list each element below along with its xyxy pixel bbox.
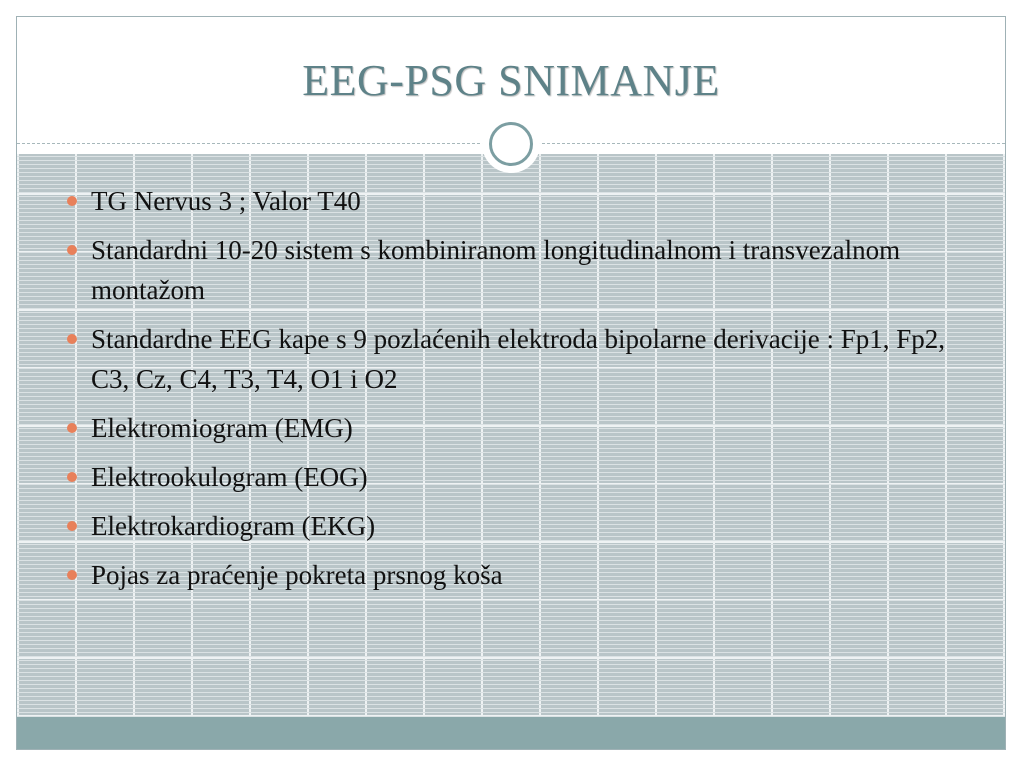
bullet-dot-icon [67, 472, 77, 482]
bullet-item [57, 408, 977, 448]
bullet-list [57, 181, 977, 595]
bullet-dot-icon [67, 570, 77, 580]
bullet-item [57, 230, 977, 310]
slide-title: EEG-PSG SNIMANJE [302, 56, 720, 105]
bullet-text: Pojas za praćenje pokreta prsnog koša [91, 560, 503, 590]
slide-frame [16, 16, 1006, 750]
slide-content [57, 181, 977, 604]
bullet-item [57, 181, 977, 221]
circle-ring [489, 122, 533, 166]
bullet-item [57, 457, 977, 497]
bullet-text: TG Nervus 3 ; Valor T40 [91, 186, 361, 216]
bullet-text: Standardni 10-20 sistem s kombiniranom longitudinalnom i transvezalnom montažom [91, 235, 901, 305]
bullet-text: Standardne EEG kape s 9 pozlaćenih elektroda bipolarne derivacije : Fp1, Fp2, C3, Cz, C4, T3, T4, O1 i O2 [91, 324, 945, 394]
bullet-item [57, 319, 977, 399]
bullet-item [57, 506, 977, 546]
bullet-text: Elektrokardiogram (EKG) [91, 511, 376, 541]
bullet-dot-icon [67, 245, 77, 255]
bullet-dot-icon [67, 521, 77, 531]
bullet-item [57, 555, 977, 595]
bullet-dot-icon [67, 423, 77, 433]
bullet-dot-icon [67, 196, 77, 206]
bullet-text: Elektrookulogram (EOG) [91, 462, 368, 492]
bullet-dot-icon [67, 334, 77, 344]
circle-ornament-icon [482, 115, 540, 173]
bullet-text: Elektromiogram (EMG) [91, 413, 353, 443]
footer-band [17, 717, 1005, 750]
